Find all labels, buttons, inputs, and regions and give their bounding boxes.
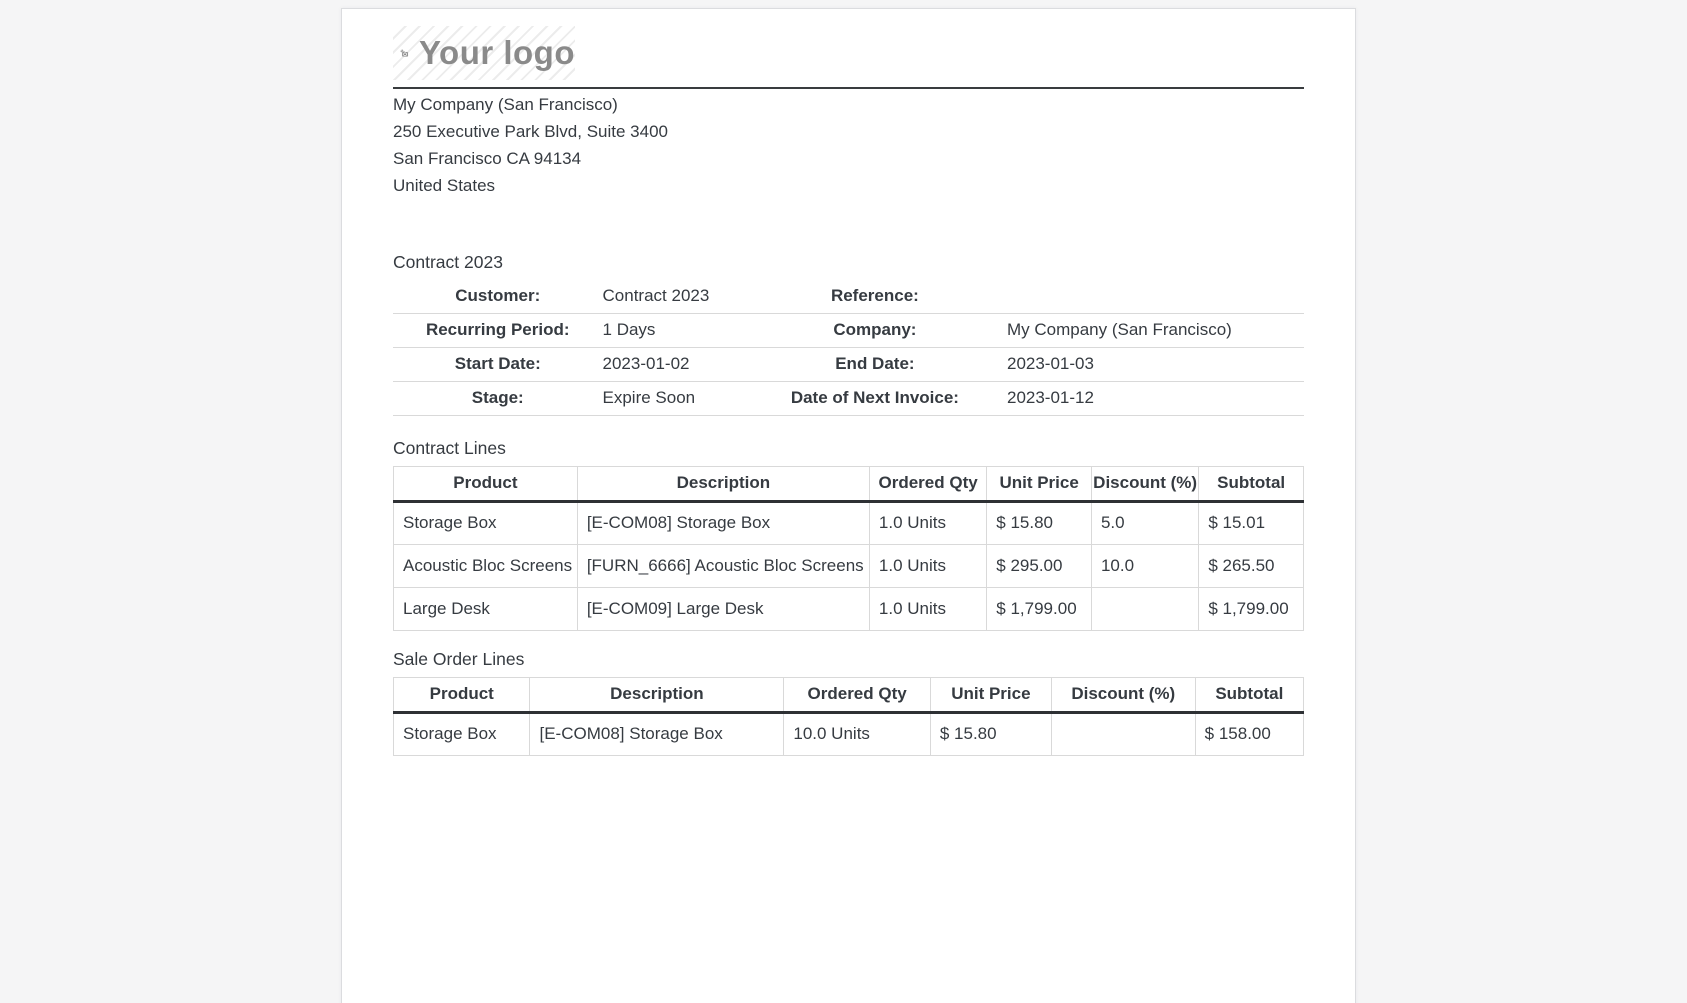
detail-label: Customer: <box>393 279 603 313</box>
detail-value: 2023-01-03 <box>1007 347 1304 381</box>
detail-value: 2023-01-12 <box>1007 381 1304 415</box>
details-row <box>393 381 1304 415</box>
cell-discount <box>1051 712 1195 755</box>
detail-label: Start Date: <box>393 347 603 381</box>
column-header: Description <box>577 466 869 501</box>
company-name: My Company (San Francisco) <box>393 95 618 114</box>
logo-placeholder-label: Your logo <box>418 34 575 71</box>
detail-value: My Company (San Francisco) <box>1007 313 1304 347</box>
detail-label: Date of Next Invoice: <box>743 381 1007 415</box>
contract-lines-heading: Contract Lines <box>393 437 506 458</box>
cell-discount <box>1091 587 1198 630</box>
detail-value: 1 Days <box>603 313 743 347</box>
company-address-block <box>393 91 1304 199</box>
cell-ordered-qty: 1.0 Units <box>869 587 986 630</box>
header-divider <box>393 87 1304 89</box>
detail-label: End Date: <box>743 347 1007 381</box>
cell-ordered-qty: 10.0 Units <box>784 712 931 755</box>
cell-subtotal: $ 15.01 <box>1199 501 1304 544</box>
column-header: Product <box>394 677 530 712</box>
cell-discount: 10.0 <box>1091 544 1198 587</box>
contract-lines-table <box>393 466 1304 631</box>
company-country: United States <box>393 176 496 195</box>
cell-discount: 5.0 <box>1091 501 1198 544</box>
cell-unit-price: $ 15.80 <box>987 501 1092 544</box>
table-header-row <box>394 677 1304 712</box>
cell-description: [E-COM08] Storage Box <box>577 501 869 544</box>
cell-ordered-qty: 1.0 Units <box>869 501 986 544</box>
column-header: Discount (%) <box>1091 466 1198 501</box>
table-row <box>394 587 1304 630</box>
cell-product: Large Desk <box>394 587 578 630</box>
table-row <box>394 712 1304 755</box>
company-city: San Francisco CA 94134 <box>393 149 582 168</box>
cell-unit-price: $ 295.00 <box>987 544 1092 587</box>
detail-value <box>1007 279 1304 313</box>
cell-description: [E-COM09] Large Desk <box>577 587 869 630</box>
contract-details-table <box>393 279 1304 416</box>
company-logo-placeholder <box>393 26 575 80</box>
cell-unit-price: $ 15.80 <box>930 712 1051 755</box>
cell-description: [E-COM08] Storage Box <box>530 712 784 755</box>
column-header: Description <box>530 677 784 712</box>
column-header: Discount (%) <box>1051 677 1195 712</box>
document-title: Contract 2023 <box>393 252 503 272</box>
sale-order-lines-heading: Sale Order Lines <box>393 648 525 669</box>
column-header: Unit Price <box>987 466 1092 501</box>
cell-product: Storage Box <box>394 501 578 544</box>
camera-plus-icon <box>400 38 409 69</box>
sale-order-lines-table <box>393 677 1304 756</box>
document-page <box>341 8 1356 1003</box>
cell-subtotal: $ 1,799.00 <box>1199 587 1304 630</box>
cell-product: Storage Box <box>394 712 530 755</box>
cell-ordered-qty: 1.0 Units <box>869 544 986 587</box>
cell-product: Acoustic Bloc Screens <box>394 544 578 587</box>
detail-label: Recurring Period: <box>393 313 603 347</box>
cell-subtotal: $ 265.50 <box>1199 544 1304 587</box>
details-row <box>393 347 1304 381</box>
column-header: Subtotal <box>1195 677 1303 712</box>
detail-label: Stage: <box>393 381 603 415</box>
detail-value: 2023-01-02 <box>603 347 743 381</box>
detail-label: Reference: <box>743 279 1007 313</box>
column-header: Subtotal <box>1199 466 1304 501</box>
cell-description: [FURN_6666] Acoustic Bloc Screens <box>577 544 869 587</box>
column-header: Ordered Qty <box>869 466 986 501</box>
cell-unit-price: $ 1,799.00 <box>987 587 1092 630</box>
detail-label: Company: <box>743 313 1007 347</box>
column-header: Product <box>394 466 578 501</box>
detail-value: Expire Soon <box>603 381 743 415</box>
details-row <box>393 313 1304 347</box>
details-row <box>393 279 1304 313</box>
cell-subtotal: $ 158.00 <box>1195 712 1303 755</box>
table-row <box>394 501 1304 544</box>
column-header: Ordered Qty <box>784 677 931 712</box>
table-header-row <box>394 466 1304 501</box>
detail-value: Contract 2023 <box>603 279 743 313</box>
document-content <box>342 26 1355 756</box>
company-street: 250 Executive Park Blvd, Suite 3400 <box>393 122 668 141</box>
column-header: Unit Price <box>930 677 1051 712</box>
table-row <box>394 544 1304 587</box>
